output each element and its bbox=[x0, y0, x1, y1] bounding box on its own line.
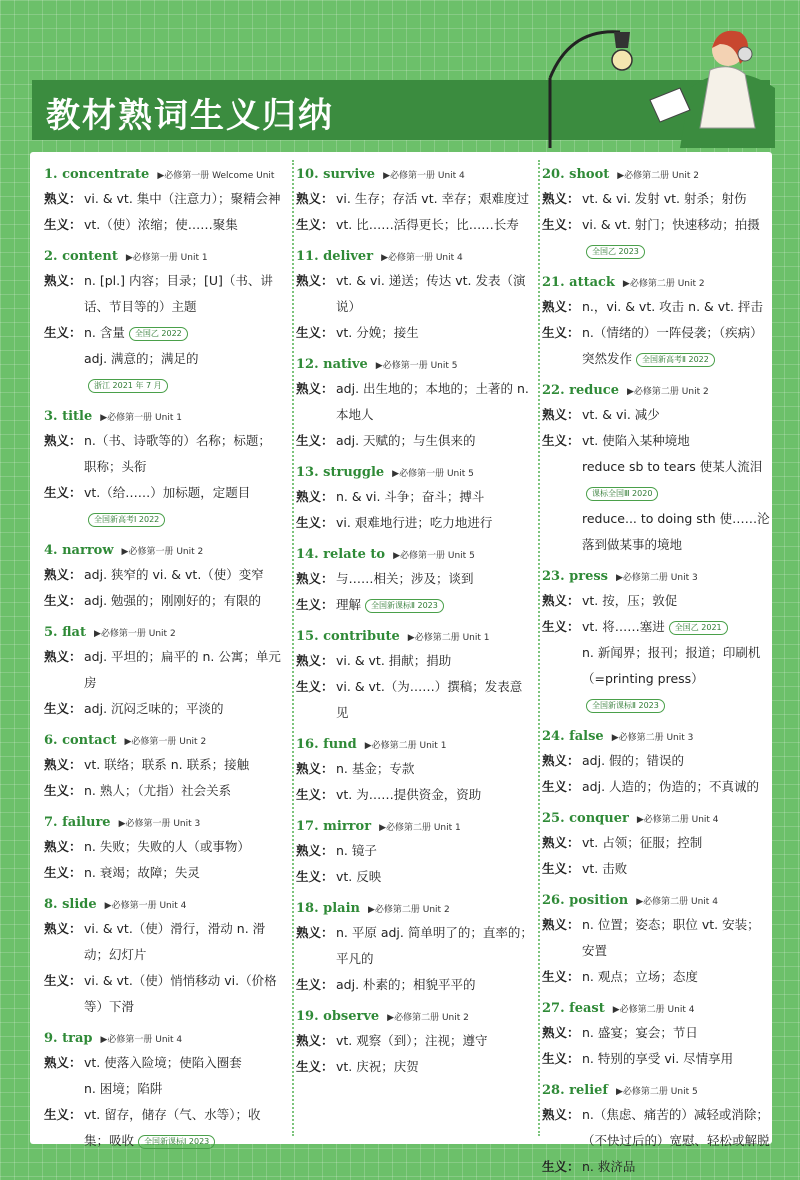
familiar-label: 熟义： bbox=[296, 925, 334, 940]
familiar-label: 熟义： bbox=[296, 761, 334, 776]
entry-word: 1. concentrate bbox=[44, 167, 150, 182]
new-meaning: n.（情绪的）一阵侵袭；（疾病）突然发作 bbox=[582, 325, 763, 366]
entry-word: 19. observe bbox=[296, 1009, 380, 1024]
new-label: 生义： bbox=[44, 1107, 82, 1122]
new-meaning: vt. 比……活得更长；比……长寿 bbox=[336, 217, 519, 232]
familiar-label: 熟义： bbox=[296, 571, 334, 586]
entry-deliver bbox=[296, 242, 534, 346]
familiar-label: 熟义： bbox=[542, 753, 580, 768]
entry-word: 9. trap bbox=[44, 1031, 93, 1046]
entry-survive bbox=[296, 160, 534, 238]
entry-narrow bbox=[44, 536, 282, 614]
entry-source: ▶必修第一册 Unit 2 bbox=[124, 737, 207, 747]
entry-struggle bbox=[296, 458, 534, 536]
familiar-meaning: 与……相关；涉及；谈到 bbox=[336, 571, 474, 586]
entry-title bbox=[44, 402, 282, 532]
familiar-label: 熟义： bbox=[296, 489, 334, 504]
familiar-meaning: vt. 观察（到）；注视；遵守 bbox=[336, 1033, 488, 1048]
entry-word: 23. press bbox=[542, 569, 608, 584]
entry-content bbox=[44, 242, 282, 398]
exam-badge: 全国乙 2022 bbox=[129, 327, 188, 341]
new-meaning: n. 特别的享受 vi. 尽情享用 bbox=[582, 1051, 734, 1066]
usage-example: reduce sb to tears 使某人流泪 bbox=[582, 459, 763, 474]
new-label: 生义： bbox=[296, 217, 334, 232]
familiar-label: 熟义： bbox=[296, 653, 334, 668]
new-meaning: vt.（使）浓缩；使……聚集 bbox=[84, 217, 238, 232]
familiar-label: 熟义： bbox=[296, 843, 334, 858]
entry-word: 4. narrow bbox=[44, 543, 114, 558]
familiar-meaning: vt. 占领；征服；控制 bbox=[582, 835, 703, 850]
new-label: 生义： bbox=[542, 779, 580, 794]
entry-source: ▶必修第一册 Unit 4 bbox=[104, 901, 187, 911]
familiar-meaning: n. 位置；姿态；职位 vt. 安装；安置 bbox=[582, 917, 760, 958]
familiar-meaning: adj. 平坦的；扁平的 n. 公寓；单元房 bbox=[84, 649, 281, 690]
new-label: 生义： bbox=[296, 679, 334, 694]
entry-source: ▶必修第一册 Unit 4 bbox=[383, 171, 465, 181]
exam-badge: 课标全国Ⅲ 2020 bbox=[586, 487, 658, 501]
entry-word: 20. shoot bbox=[542, 167, 610, 182]
familiar-meaning: vt. & vi. 发射 vt. 射杀；射伤 bbox=[582, 191, 747, 206]
new-meaning: adj. 勉强的；刚刚好的；有限的 bbox=[84, 593, 262, 608]
entry-word: 16. fund bbox=[296, 737, 357, 752]
exam-badge: 全国乙 2023 bbox=[586, 245, 645, 259]
new-label: 生义： bbox=[296, 515, 334, 530]
familiar-label: 熟义： bbox=[296, 273, 334, 288]
familiar-label: 熟义： bbox=[542, 1025, 580, 1040]
entry-source: ▶必修第二册 Unit 2 bbox=[617, 171, 699, 181]
new-label: 生义： bbox=[44, 325, 82, 340]
entry-word: 11. deliver bbox=[296, 249, 374, 264]
new-meaning: vt. 为……提供资金，资助 bbox=[336, 787, 482, 802]
entry-word: 18. plain bbox=[296, 901, 360, 916]
familiar-meaning: vt. & vi. 减少 bbox=[582, 407, 660, 422]
familiar-meaning: adj. 狭窄的 vi. & vt.（使）变窄 bbox=[84, 567, 264, 582]
new-meaning: 理解 bbox=[336, 597, 362, 612]
entry-source: ▶必修第一册 Welcome Unit bbox=[157, 171, 275, 181]
new-label: 生义： bbox=[296, 433, 334, 448]
exam-badge: 全国新课标Ⅱ 2023 bbox=[365, 599, 444, 613]
new-label: 生义： bbox=[44, 701, 82, 716]
new-label: 生义： bbox=[44, 485, 82, 500]
new-meaning: adj. 人造的；伪造的；不真诚的 bbox=[582, 779, 760, 794]
entry-fund bbox=[296, 730, 534, 808]
entry-source: ▶必修第一册 Unit 4 bbox=[381, 253, 463, 263]
new-meaning: n. 熟人；（尤指）社会关系 bbox=[84, 783, 232, 798]
column-1 bbox=[44, 160, 282, 1148]
new-label: 生义： bbox=[296, 787, 334, 802]
familiar-label: 熟义： bbox=[542, 835, 580, 850]
new-label: 生义： bbox=[296, 325, 334, 340]
new-meaning: adj. 天赋的；与生俱来的 bbox=[336, 433, 476, 448]
familiar-meaning: vt. 使落入险境；使陷入圈套 bbox=[84, 1055, 242, 1070]
new-meaning: vt. 分娩；接生 bbox=[336, 325, 419, 340]
new-label: 生义： bbox=[44, 783, 82, 798]
entry-conquer bbox=[542, 804, 772, 882]
entry-word: 8. slide bbox=[44, 897, 97, 912]
new-meaning: vt. 使陷入某种境地 bbox=[582, 433, 690, 448]
new-label: 生义： bbox=[296, 977, 334, 992]
familiar-meaning: n.（书、诗歌等的）名称；标题；职称；头衔 bbox=[84, 433, 271, 474]
familiar-meaning: n. 失败；失败的人（或事物） bbox=[84, 839, 250, 854]
familiar-label: 熟义： bbox=[542, 917, 580, 932]
entry-word: 21. attack bbox=[542, 275, 615, 290]
entry-feast bbox=[542, 994, 772, 1072]
new-meaning: vt. 庆祝；庆贺 bbox=[336, 1059, 419, 1074]
entry-shoot bbox=[542, 160, 772, 264]
entry-source: ▶必修第二册 Unit 2 bbox=[622, 279, 705, 289]
new-meaning: vi. & vt.（使）悄悄移动 vi.（价格等）下滑 bbox=[84, 973, 277, 1014]
entry-source: ▶必修第二册 Unit 1 bbox=[379, 823, 461, 833]
exam-badge: 全国新高考Ⅰ 2022 bbox=[88, 513, 165, 527]
entry-source: ▶必修第一册 Unit 5 bbox=[392, 469, 474, 479]
entry-source: ▶必修第一册 Unit 2 bbox=[93, 629, 176, 639]
entry-word: 2. content bbox=[44, 249, 118, 264]
entry-mirror bbox=[296, 812, 534, 890]
familiar-meaning: n. [pl.] 内容；目录；[U]（书、讲话、节目等的）主题 bbox=[84, 273, 273, 314]
familiar-meaning: vt. & vi. 递送；传达 vt. 发表（演说） bbox=[336, 273, 526, 314]
familiar-label: 熟义： bbox=[542, 299, 580, 314]
new-meaning: vt. 将……塞进 bbox=[582, 619, 665, 634]
entry-source: ▶必修第二册 Unit 2 bbox=[387, 1013, 469, 1023]
entry-word: 14. relate to bbox=[296, 547, 386, 562]
entry-position bbox=[542, 886, 772, 990]
familiar-label: 熟义： bbox=[44, 839, 82, 854]
new-label: 生义： bbox=[542, 619, 580, 634]
new-meaning: vt. 反映 bbox=[336, 869, 382, 884]
entry-concentrate bbox=[44, 160, 282, 238]
familiar-label: 熟义： bbox=[542, 1107, 580, 1122]
familiar-meaning: vi. & vt.（使）滑行，滑动 n. 滑动；幻灯片 bbox=[84, 921, 266, 962]
entry-source: ▶必修第一册 Unit 3 bbox=[118, 819, 201, 829]
entry-false bbox=[542, 722, 772, 800]
entry-source: ▶必修第二册 Unit 5 bbox=[616, 1087, 698, 1097]
exam-badge: 全国新课标Ⅰ 2023 bbox=[138, 1135, 215, 1149]
familiar-meaning: n. 平原 adj. 简单明了的；直率的；平凡的 bbox=[336, 925, 533, 966]
new-label: 生义： bbox=[44, 973, 82, 988]
exam-badge: 全国新课标Ⅱ 2023 bbox=[586, 699, 665, 713]
entry-source: ▶必修第一册 Unit 4 bbox=[100, 1035, 183, 1045]
familiar-meaning: vi. & vt. 捐献；捐助 bbox=[336, 653, 452, 668]
entry-word: 24. false bbox=[542, 729, 604, 744]
entry-source: ▶必修第一册 Unit 1 bbox=[100, 413, 182, 423]
entry-slide bbox=[44, 890, 282, 1020]
familiar-label: 熟义： bbox=[44, 567, 82, 582]
entry-word: 26. position bbox=[542, 893, 629, 908]
familiar-meaning: n. 镜子 bbox=[336, 843, 377, 858]
new-meaning: adj. 朴素的；相貌平平的 bbox=[336, 977, 476, 992]
familiar-label: 熟义： bbox=[542, 407, 580, 422]
entry-word: 25. conquer bbox=[542, 811, 629, 826]
new-meaning: vt. 击败 bbox=[582, 861, 628, 876]
familiar-label: 熟义： bbox=[44, 649, 82, 664]
new-label: 生义： bbox=[44, 865, 82, 880]
familiar-meaning: n.，vi. & vt. 攻击 n. & vt. 抨击 bbox=[582, 299, 763, 314]
new-meaning: adj. 沉闷乏味的；平淡的 bbox=[84, 701, 224, 716]
entry-source: ▶必修第二册 Unit 2 bbox=[627, 387, 709, 397]
new-meaning: vi. 艰难地行进；吃力地进行 bbox=[336, 515, 493, 530]
content-panel bbox=[30, 152, 772, 1174]
familiar-label: 熟义： bbox=[296, 381, 334, 396]
new-meaning: n. 含量 bbox=[84, 325, 125, 340]
familiar-meaning: adj. 出生地的；本地的；土著的 n. 本地人 bbox=[336, 381, 529, 422]
entry-source: ▶必修第二册 Unit 4 bbox=[636, 815, 719, 825]
entry-attack bbox=[542, 268, 772, 372]
entry-word: 7. failure bbox=[44, 815, 111, 830]
entry-word: 5. flat bbox=[44, 625, 86, 640]
familiar-label: 熟义： bbox=[542, 191, 580, 206]
entry-contribute bbox=[296, 622, 534, 726]
reading-girl-illustration bbox=[540, 18, 780, 148]
new-label: 生义： bbox=[542, 861, 580, 876]
entry-source: ▶必修第二册 Unit 3 bbox=[611, 733, 694, 743]
entry-source: ▶必修第二册 Unit 3 bbox=[616, 573, 698, 583]
familiar-label: 熟义： bbox=[44, 757, 82, 772]
new-meaning: vi. & vt.（为……）撰稿；发表意见 bbox=[336, 679, 523, 720]
entry-word: 22. reduce bbox=[542, 383, 619, 398]
familiar-label: 熟义： bbox=[296, 1033, 334, 1048]
entry-press bbox=[542, 562, 772, 718]
new-meaning: n. 衰竭；故障；失灵 bbox=[84, 865, 200, 880]
new-label: 生义： bbox=[542, 325, 580, 340]
entry-word: 28. relief bbox=[542, 1083, 609, 1098]
familiar-label: 熟义： bbox=[296, 191, 334, 206]
new-meaning: vt.（给……）加标题，定题目 bbox=[84, 485, 251, 500]
familiar-meaning: vt. 按，压；敦促 bbox=[582, 593, 678, 608]
familiar-meaning: n. & vi. 斗争；奋斗；搏斗 bbox=[336, 489, 485, 504]
familiar-label: 熟义： bbox=[44, 433, 82, 448]
familiar-meaning: n. 困境；陷阱 bbox=[84, 1081, 163, 1096]
new-label: 生义： bbox=[542, 969, 580, 984]
entry-native bbox=[296, 350, 534, 454]
new-label: 生义： bbox=[296, 869, 334, 884]
entry-relief bbox=[542, 1076, 772, 1180]
entry-word: 27. feast bbox=[542, 1001, 605, 1016]
new-meaning: vi. & vt. 射门；快速移动；拍摄 bbox=[582, 217, 760, 232]
entry-word: 12. native bbox=[296, 357, 368, 372]
entry-source: ▶必修第一册 Unit 1 bbox=[125, 253, 208, 263]
page-title: 教材熟词生义归纳 bbox=[46, 96, 334, 136]
entry-source: ▶必修第二册 Unit 1 bbox=[364, 741, 447, 751]
new-label: 生义： bbox=[296, 1059, 334, 1074]
new-meaning: vt. 留存，储存（气、水等）；收集；吸收 bbox=[84, 1107, 261, 1148]
exam-badge: 全国乙 2021 bbox=[669, 621, 728, 635]
entry-word: 3. title bbox=[44, 409, 93, 424]
entry-source: ▶必修第一册 Unit 5 bbox=[393, 551, 475, 561]
exam-badge: 浙江 2021 年 7 月 bbox=[88, 379, 168, 393]
new-meaning: n. 新闻界；报刊；报道；印刷机（=printing press） bbox=[582, 645, 761, 686]
new-label: 生义： bbox=[44, 593, 82, 608]
entry-source: ▶必修第二册 Unit 1 bbox=[407, 633, 490, 643]
familiar-label: 熟义： bbox=[542, 593, 580, 608]
new-meaning: n. 观点；立场；态度 bbox=[582, 969, 698, 984]
entry-flat bbox=[44, 618, 282, 722]
new-meaning: adj. 满意的；满足的 bbox=[84, 351, 199, 366]
familiar-meaning: n. 盛宴；宴会；节日 bbox=[582, 1025, 698, 1040]
entry-source: ▶必修第二册 Unit 2 bbox=[367, 905, 450, 915]
new-label: 生义： bbox=[296, 597, 334, 612]
new-label: 生义： bbox=[542, 433, 580, 448]
entry-failure bbox=[44, 808, 282, 886]
new-label: 生义： bbox=[44, 217, 82, 232]
column-3 bbox=[538, 160, 772, 1174]
familiar-meaning: adj. 假的；错误的 bbox=[582, 753, 685, 768]
entry-source: ▶必修第二册 Unit 4 bbox=[636, 897, 718, 907]
familiar-meaning: vi. 生存；存活 vt. 幸存；艰难度过 bbox=[336, 191, 530, 206]
entry-reduce bbox=[542, 376, 772, 558]
familiar-meaning: vi. & vt. 集中（注意力）；聚精会神 bbox=[84, 191, 281, 206]
entry-word: 15. contribute bbox=[296, 629, 400, 644]
entry-trap bbox=[44, 1024, 282, 1154]
new-label: 生义： bbox=[542, 1051, 580, 1066]
entry-relate-to bbox=[296, 540, 534, 618]
familiar-label: 熟义： bbox=[44, 921, 82, 936]
entry-word: 13. struggle bbox=[296, 465, 385, 480]
familiar-meaning: n. 基金；专款 bbox=[336, 761, 415, 776]
familiar-label: 熟义： bbox=[44, 191, 82, 206]
new-label: 生义： bbox=[542, 217, 580, 232]
entry-source: ▶必修第一册 Unit 5 bbox=[375, 361, 458, 371]
exam-badge: 全国新高考Ⅱ 2022 bbox=[636, 353, 715, 367]
entry-word: 6. contact bbox=[44, 733, 117, 748]
familiar-meaning: vt. 联络；联系 n. 联系；接触 bbox=[84, 757, 250, 772]
familiar-label: 熟义： bbox=[44, 1055, 82, 1070]
new-meaning: n. 救济品 bbox=[582, 1159, 636, 1174]
entry-word: 17. mirror bbox=[296, 819, 372, 834]
entry-contact bbox=[44, 726, 282, 804]
entry-word: 10. survive bbox=[296, 167, 376, 182]
familiar-label: 熟义： bbox=[44, 273, 82, 288]
entry-plain bbox=[296, 894, 534, 998]
entry-source: ▶必修第二册 Unit 4 bbox=[612, 1005, 695, 1015]
usage-example: reduce... to doing sth 使……沦落到做某事的境地 bbox=[582, 511, 770, 552]
new-label: 生义： bbox=[542, 1159, 580, 1174]
familiar-meaning: n.（焦虑、痛苦的）减轻或消除；（不快过后的）宽慰、轻松或解脱 bbox=[582, 1107, 770, 1148]
entry-observe bbox=[296, 1002, 534, 1080]
column-2 bbox=[292, 160, 534, 1136]
entry-source: ▶必修第一册 Unit 2 bbox=[121, 547, 204, 557]
